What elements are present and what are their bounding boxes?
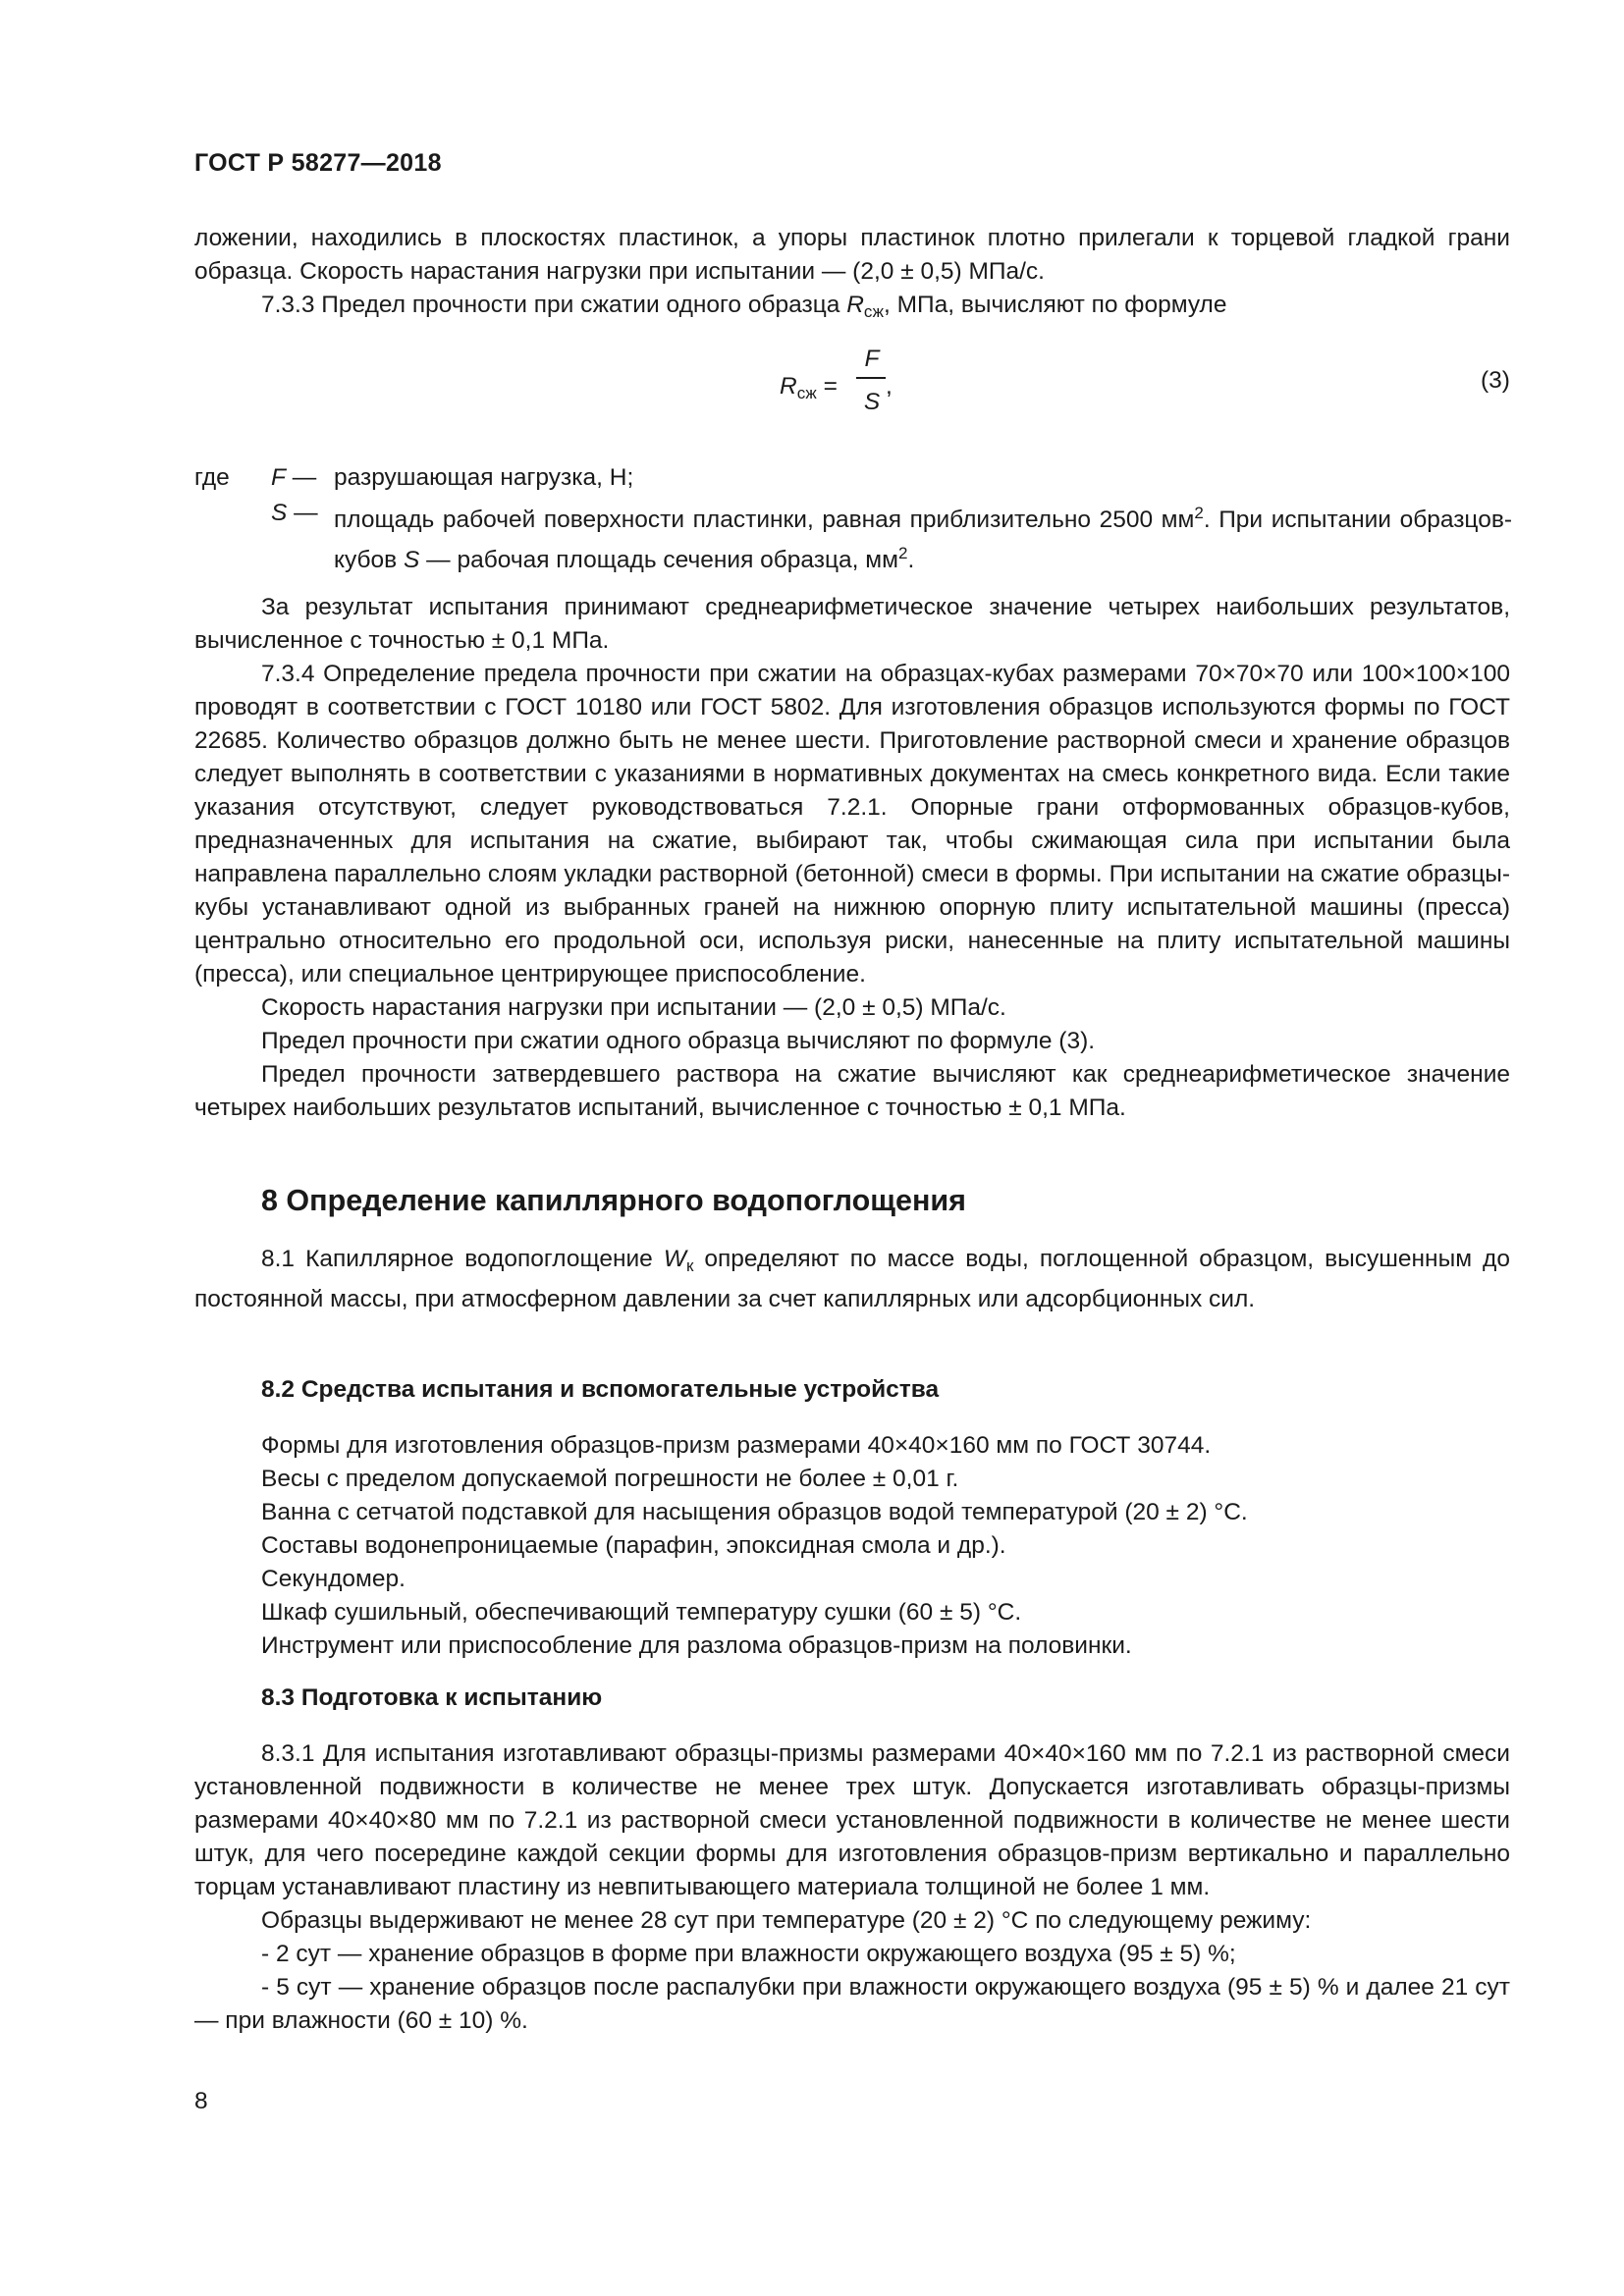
section-8-2-heading: 8.2 Средства испытания и вспомогательные устройства <box>261 1376 940 1403</box>
formula-denominator: S <box>863 389 881 415</box>
page-number: 8 <box>194 2088 208 2114</box>
paragraph-cure: Образцы выдерживают не менее 28 сут при температуре (20 ± 2) °С по следующему режиму: <box>261 1907 1312 1934</box>
paragraph-result: За результат испытания принимают среднеарифметическое значение четырех наибольших результатов, вычисленное с точностью ± 0,1 МПа. <box>194 594 1510 654</box>
formula-lhs: $R_{сж}$ = <box>780 373 838 402</box>
text-block-8-1 <box>194 1243 1510 1316</box>
where-symbol-s: S — <box>271 500 318 526</box>
text-block-8-3 <box>194 1737 1510 2038</box>
formula-number: (3) <box>1481 367 1510 394</box>
list-item: Ванна с сетчатой подставкой для насыщения образцов водой температурой (20 ± 2) °С. <box>261 1499 1248 1525</box>
paragraph-limit: Предел прочности при сжатии одного образца вычисляют по формуле (3). <box>261 1028 1096 1054</box>
formula-tail: , <box>886 373 893 400</box>
paragraph-mortar: Предел прочности затвердевшего раствора на сжатие вычисляют как среднеарифметическое значение четырех наибольших результатов испытаний, вычисленное с точностью ± 0,1 МПа. <box>194 1061 1510 1121</box>
text-block-1 <box>194 222 1510 329</box>
list-item: Составы водонепроницаемые (парафин, эпоксидная смола и др.). <box>261 1532 1006 1559</box>
paragraph-8-1: 8.1 Капиллярное водопоглощение $W_к$ определяют по массе воды, поглощенной образцом, высушенным до постоянной массы, при атмосферном давлении за счет капиллярных или адсорбционных сил. <box>194 1246 1510 1312</box>
where-def-s: площадь рабочей поверхности пластинки, равная приблизительно 2500 $мм^2$. При испытании образцов-кубов S — рабочая площадь сечения образца, $мм^2$. <box>334 504 1512 573</box>
equipment-list <box>194 1429 1510 1663</box>
text-block-2 <box>194 591 1510 1125</box>
where-symbol-f: F — <box>271 464 317 491</box>
section-8-heading: 8 Определение капиллярного водопоглощения <box>261 1184 966 1217</box>
paragraph-7-3-4: 7.3.4 Определение предела прочности при сжатии на образцах-кубах размерами 70×70×70 или 100×100×100 проводят в соответствии с ГОСТ 10180 или ГОСТ 5802. Для изготовления образцов используются формы по ГОСТ 22685. Количество образцов должно быть не менее шести. Приготовление растворной смеси и хранение образцов следует выполнять в соответствии с указаниями в нормативных документах на смесь конкретного вида. Если такие указания отсутствуют, следует руководствоваться 7.2.1. Опорные грани отформованных образцов-кубов, предназначенных для испытания на сжатие, выбирают так, чтобы сжимающая сила при испытании была направлена параллельно слоям укладки растворной (бетонной) смеси в формы. При испытании на сжатие образцы-кубы устанавливают одной из выбранных граней на нижнюю опорную плиту испытательной машины (пресса) центрально относительно его продольной оси, используя риски, нанесенные на плиту испытательной машины (пресса), или специальное центрирующее приспособление. <box>194 661 1510 988</box>
paragraph-8-3-1: 8.3.1 Для испытания изготавливают образцы-призмы размерами 40×40×160 мм по 7.2.1 из растворной смеси установленной подвижности в количестве не менее трех штук. Допускается изготавливать образцы-призмы размерами 40×40×80 мм по 7.2.1 из растворной смеси установленной подвижности в количестве не менее шести штук, для чего посередине каждой секции формы для изготовления образцов-призм вертикально и параллельно торцам устанавливают пластину из невпитывающего материала толщиной не более 1 мм. <box>194 1740 1510 1900</box>
standard-id: ГОСТ Р 58277—2018 <box>194 149 442 177</box>
list-item: Инструмент или приспособление для разлома образцов-призм на половинки. <box>261 1632 1132 1659</box>
fraction-bar <box>856 377 886 379</box>
list-item: Формы для изготовления образцов-призм размерами 40×40×160 мм по ГОСТ 30744. <box>261 1432 1212 1459</box>
list-item: Шкаф сушильный, обеспечивающий температуру сушки (60 ± 5) °С. <box>261 1599 1022 1626</box>
where-def-f: разрушающая нагрузка, Н; <box>334 464 634 491</box>
section-8-3-heading: 8.3 Подготовка к испытанию <box>261 1684 603 1711</box>
where-word: где <box>194 464 230 491</box>
list-item: - 5 сут — хранение образцов после распалубки при влажности окружающего воздуха (95 ± 5) % и далее 21 сут — при влажности (60 ± 10) %. <box>194 1974 1510 2034</box>
list-item: Весы с пределом допускаемой погрешности не более ± 0,01 г. <box>261 1466 959 1492</box>
paragraph-continuation: ложении, находились в плоскостях пластинок, а упоры пластинок плотно прилегали к торцевой гладкой грани образца. Скорость нарастания нагрузки при испытании — (2,0 ± 0,5) МПа/с. <box>194 225 1510 285</box>
list-item: Секундомер. <box>261 1566 406 1592</box>
paragraph-speed: Скорость нарастания нагрузки при испытании — (2,0 ± 0,5) МПа/с. <box>261 994 1006 1021</box>
paragraph-7-3-3: 7.3.3 Предел прочности при сжатии одного образца $R_{сж}$, МПа, вычисляют по формуле <box>261 292 1227 321</box>
list-item: - 2 сут — хранение образцов в форме при влажности окружающего воздуха (95 ± 5) %; <box>261 1941 1236 1967</box>
formula-numerator: F <box>864 346 880 372</box>
